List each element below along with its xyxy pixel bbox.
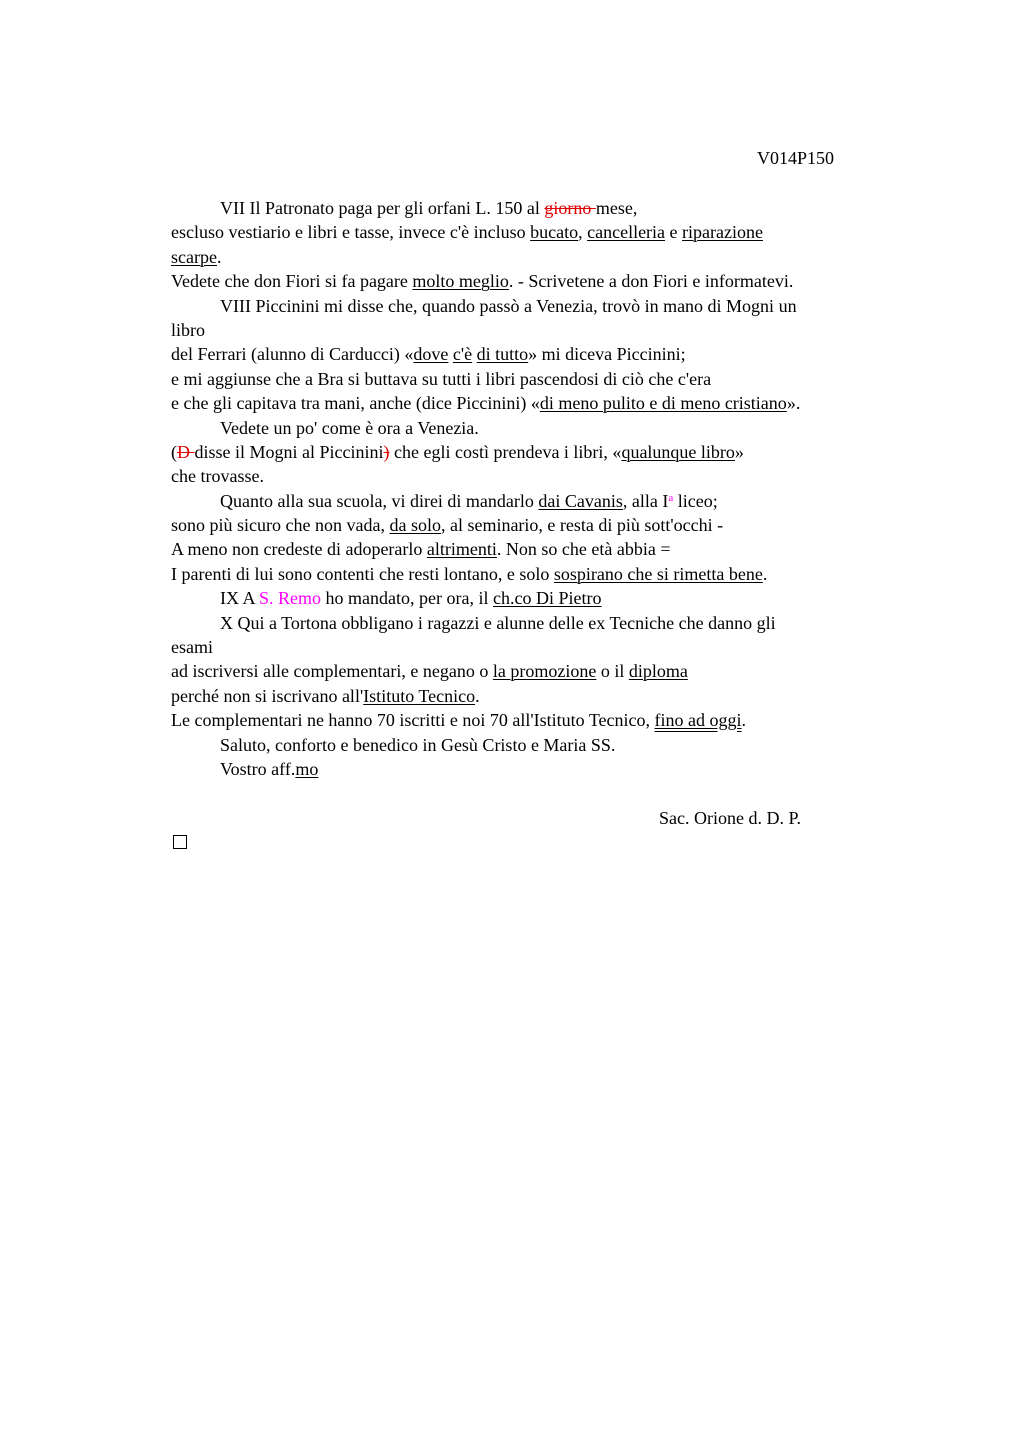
line-9: e che gli capitava tra mani, anche (dice Piccinini) «di meno pulito e di meno cristiano». [171, 393, 801, 414]
line-24: Vostro aff.mo [220, 758, 319, 779]
line-10: Vedete un po' come è ora a Venezia. [220, 417, 479, 438]
deleted-text: giorno [544, 198, 596, 218]
line-13: Quanto alla sua scuola, vi direi di mandarlo dai Cavanis, alla $I^a$ liceo; [220, 490, 718, 511]
underlined-text: di meno pulito e di meno cristiano [539, 393, 787, 414]
underlined-text: la promozione [492, 661, 597, 682]
line-3: scarpe. [171, 246, 222, 267]
underlined-text: ch.co Di Pietro [492, 588, 602, 609]
line-5: VIII Piccinini mi disse che, quando passò a Venezia, trovò in mano di Mogni un [220, 295, 797, 316]
underlined-text: riparazione [682, 222, 763, 243]
line-7: del Ferrari (alunno di Carducci) «dove c'è di tutto» mi diceva Piccinini; [171, 344, 686, 365]
line-17: IX A S. Remo ho mandato, per ora, il ch.co Di Pietro [220, 588, 602, 609]
underlined-text: mo [295, 758, 319, 779]
underlined-text: c'è [452, 344, 473, 365]
underlined-text: sospirano che si rimetta bene [553, 563, 763, 584]
line-16: I parenti di lui sono contenti che resti lontano, e solo sospirano che si rimetta bene. [171, 563, 768, 584]
line-11: (D disse il Mogni al Piccinini) che egli costì prendeva i libri, «qualunque libro» [171, 441, 744, 462]
superscript-text: a [668, 491, 674, 504]
line-21: perché non si iscrivano all'Istituto Tecnico. [171, 685, 480, 706]
underlined-text: bucato [530, 222, 579, 243]
underlined-text: qualunque libro [621, 441, 735, 462]
line-4: Vedete che don Fiori si fa pagare molto meglio. - Scrivetene a don Fiori e informatevi. [171, 271, 794, 292]
underlined-text: cancelleria [587, 222, 666, 243]
underlined-text: dai Cavanis [538, 490, 623, 511]
deleted-text: ) [383, 441, 390, 462]
underlined-text: Istituto Tecnico [363, 685, 476, 706]
deleted-text: D [177, 441, 195, 462]
underlined-text: da solo [389, 515, 441, 536]
underlined-text: dove [413, 344, 449, 365]
underlined-text: scarpe [171, 246, 217, 267]
line-6: libro [171, 319, 205, 340]
signature: Sac. Orione d. D. P. [659, 808, 801, 828]
highlighted-text: S. Remo [259, 588, 322, 609]
line-18: X Qui a Tortona obbligano i ragazzi e alunne delle ex Tecniche che danno gli [220, 612, 776, 633]
line-19: esami [171, 637, 213, 658]
letter-body [171, 196, 901, 781]
line-1: VII Il Patronato paga per gli orfani L. 150 al giorno mese, [220, 198, 638, 218]
double-underlined-text: fino ad oggi [654, 710, 742, 731]
line-20: ad iscriversi alle complementari, e negano o la promozione o il diploma [171, 661, 688, 682]
line-14: sono più sicuro che non vada, da solo, al seminario, e resta di più sott'occhi - [171, 515, 724, 536]
underlined-text: molto meglio [412, 271, 509, 292]
line-23: Saluto, conforto e benedico in Gesù Cristo e Maria SS. [220, 734, 616, 755]
line-2: escluso vestiario e libri e tasse, invece c'è incluso bucato, cancelleria e riparazione [171, 222, 763, 243]
page-id: V014P150 [757, 148, 835, 168]
underlined-text: altrimenti [426, 539, 497, 560]
line-15: A meno non credeste di adoperarlo altrimenti. Non so che età abbia = [171, 539, 671, 560]
checkbox-square-icon [173, 835, 187, 849]
underlined-text: diploma [628, 661, 688, 682]
line-12: che trovasse. [171, 466, 264, 487]
line-8: e mi aggiunse che a Bra si buttava su tutti i libri pascendosi di ciò che c'era [171, 368, 712, 389]
underlined-text: di tutto [476, 344, 529, 365]
line-22: Le complementari ne hanno 70 iscritti e noi 70 all'Istituto Tecnico, fino ad oggi. [171, 710, 747, 731]
